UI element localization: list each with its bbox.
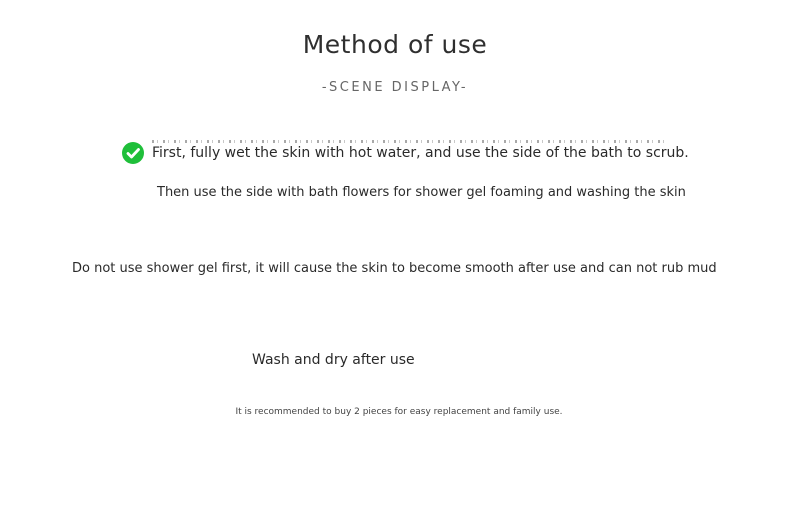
check-circle-icon [122, 142, 144, 164]
step-1-text: First, fully wet the skin with hot water, and use the side of the bath to scrub. [152, 145, 689, 161]
step-4-text: Wash and dry after use [252, 352, 415, 368]
page-title: Method of use [302, 30, 488, 59]
step-3-text: Do not use shower gel first, it will cause the skin to become smooth after use and can not rub mud [72, 261, 717, 276]
page-subtitle: -SCENE DISPLAY- [321, 80, 469, 95]
step-2-text: Then use the side with bath flowers for shower gel foaming and washing the skin [157, 185, 686, 200]
step-1-row [122, 142, 689, 164]
recommendation-note: It is recommended to buy 2 pieces for easy replacement and family use. [235, 407, 563, 417]
